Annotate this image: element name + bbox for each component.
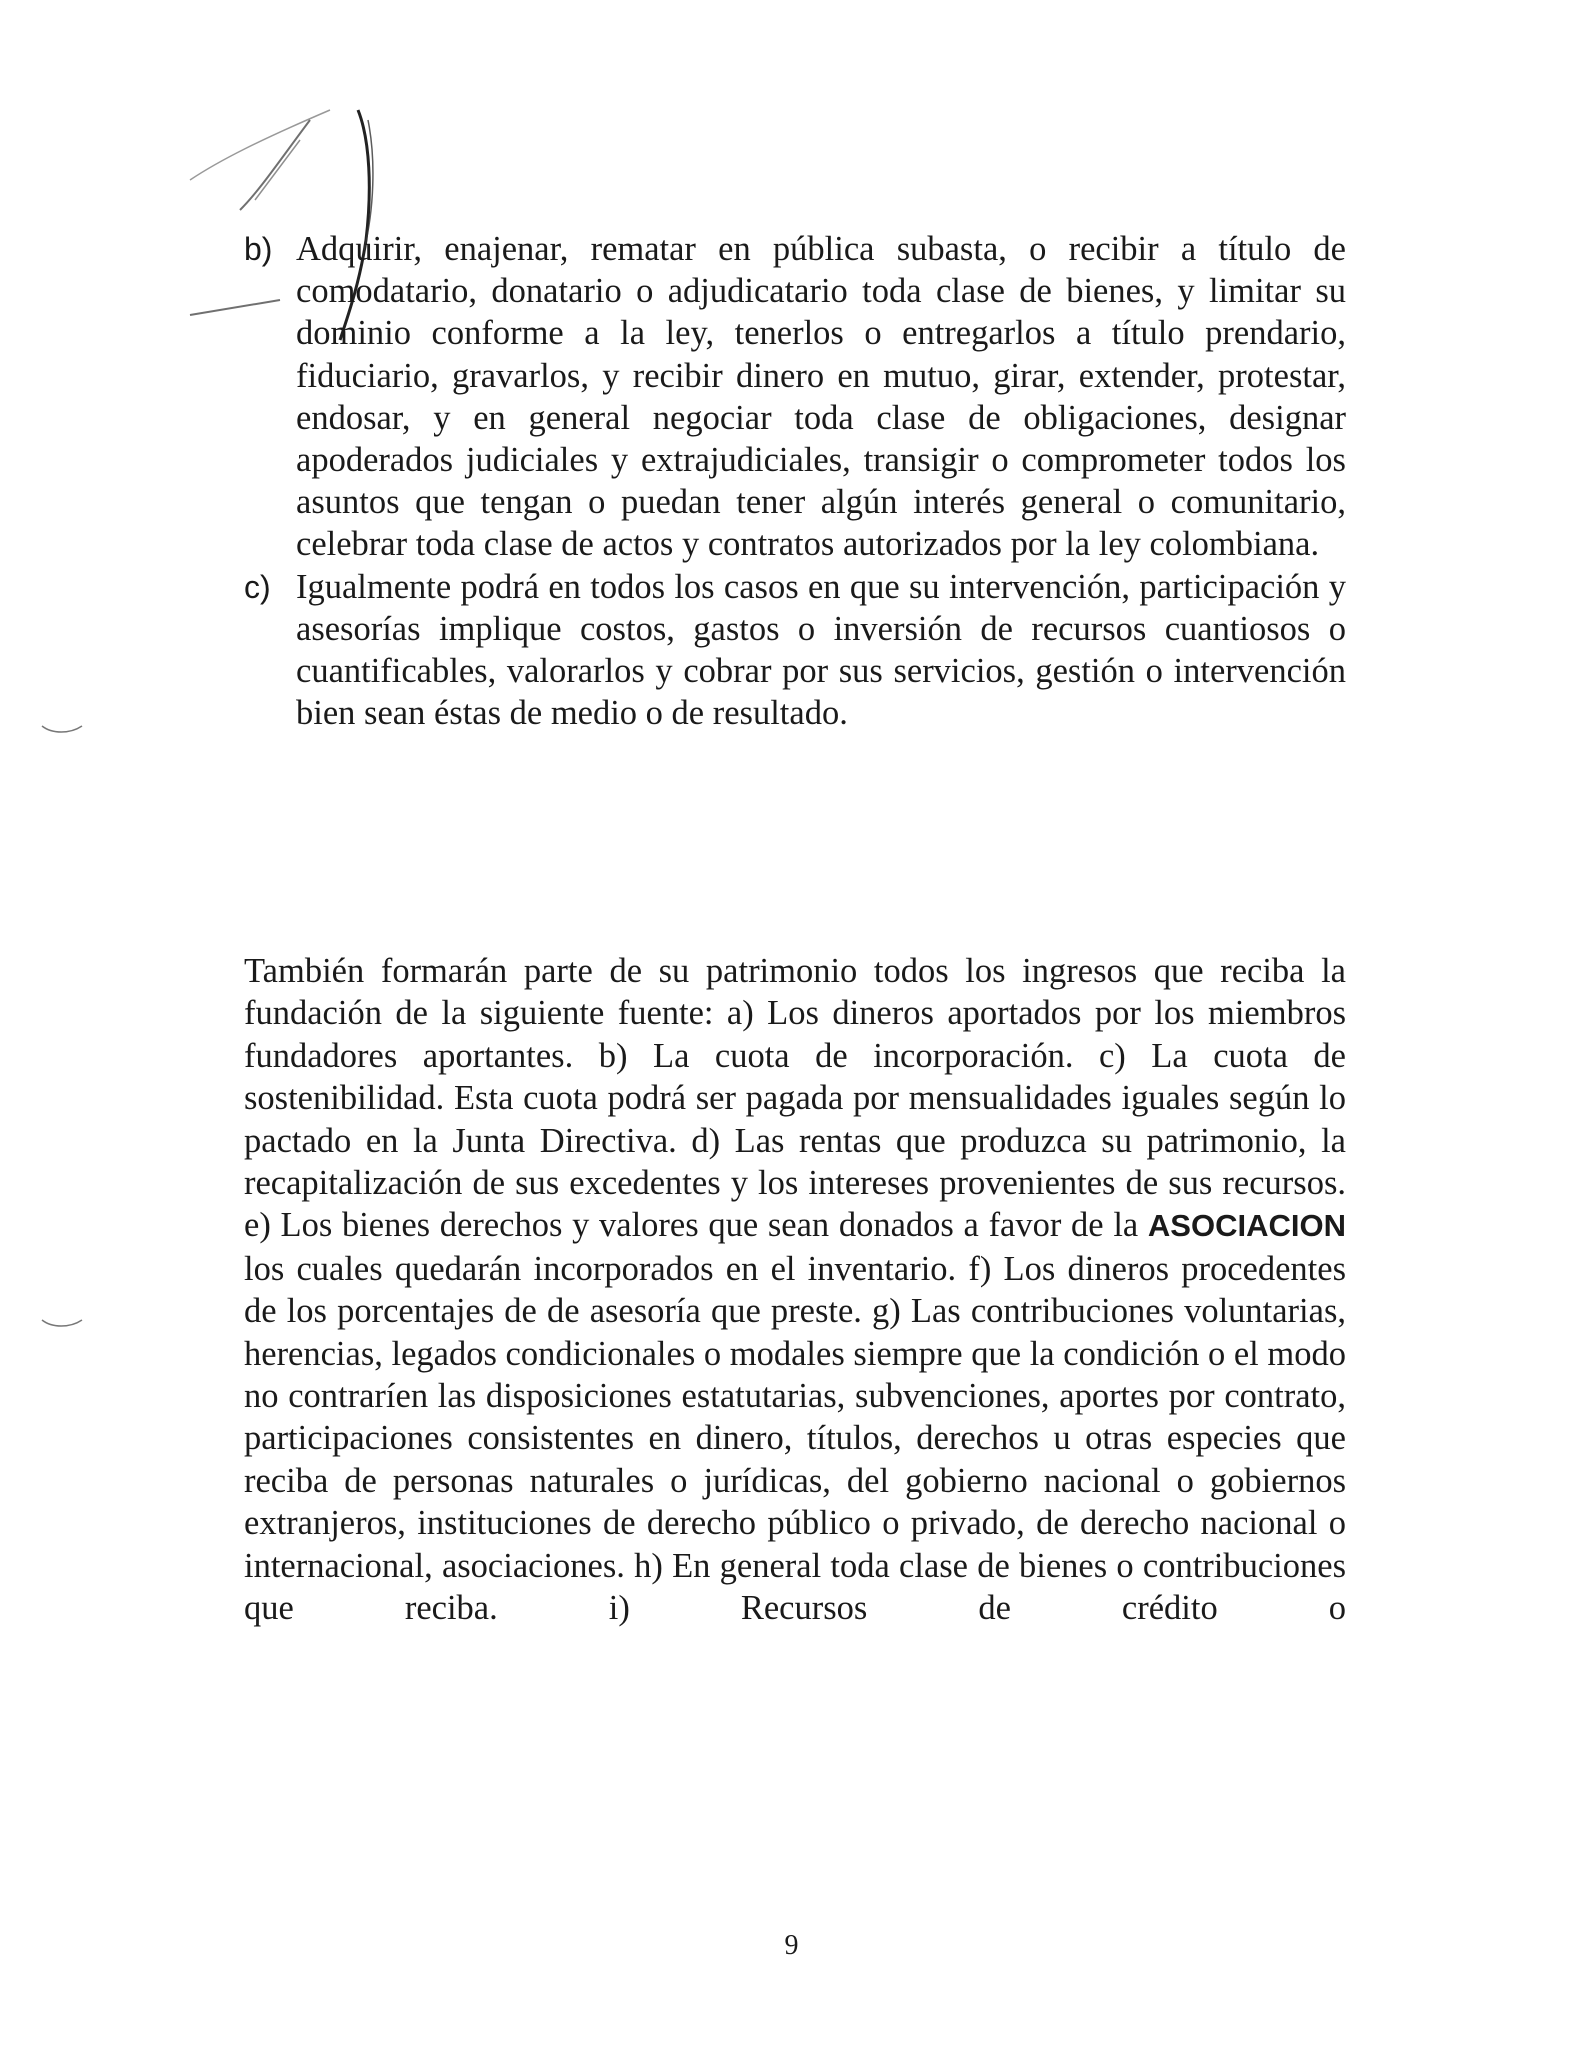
list-item bbox=[244, 228, 1346, 566]
binder-hole-mark bbox=[40, 1316, 84, 1330]
paragraph-bold-term: ASOCIACION bbox=[1147, 1208, 1346, 1244]
list-item-text: Adquirir, enajenar, rematar en pública subasta, o recibir a título de comodatario, donatario o adjudicatario toda clase de bienes, y limitar su dominio conforme a la ley, tenerlos o entregarlos a título prendario, fiduciario, gravarlos, y recibir dinero en mutuo, girar, extender, protestar, endosar, y en general negociar toda clase de obligaciones, designar apoderados judiciales y extrajudiciales, transigir o comprometer todos los asuntos que tengan o puedan tener algún interés general o comunitario, celebrar toda clase de actos y contratos autorizados por la ley colombiana. bbox=[296, 230, 1346, 564]
patrimony-paragraph bbox=[244, 950, 1346, 1630]
list-item bbox=[244, 566, 1346, 735]
paragraph-text-after: los cuales quedarán incorporados en el inventario. f) Los dineros procedentes de los porcentajes de de asesoría que preste. g) Las contribuciones voluntarias, herencias, legados condicionales o modales siempre que la condición o el modo no contraríen las disposiciones estatutarias, subvenciones, aportes por contrato, participaciones consistentes en dinero, títulos, derechos u otras especies que reciba de personas naturales o jurídicas, del gobierno nacional o gobiernos extranjeros, instituciones de derecho público o privado, de derecho nacional o internacional, asociaciones. h) En general toda clase de bienes o contribuciones que reciba. i) Recursos de crédito o bbox=[244, 1249, 1346, 1628]
list-item-text: Igualmente podrá en todos los casos en que su intervención, participación y asesorías implique costos, gastos o inversión de recursos cuantiosos o cuantificables, valorarlos y cobrar por sus servicios, gestión o intervención bien sean éstas de medio o de resultado. bbox=[296, 567, 1346, 733]
binder-hole-mark bbox=[40, 722, 84, 736]
powers-list bbox=[244, 228, 1346, 734]
paragraph-text-before: También formarán parte de su patrimonio todos los ingresos que reciba la fundación de la siguiente fuente: a) Los dineros aportados por los miembros fundadores aportantes. b) La cuota de incorporación. c) La cuota de sostenibilidad. Esta cuota podrá ser pagada por mensualidades iguales según lo pactado en la Junta Directiva. d) Las rentas que produzca su patrimonio, la recapitalización de sus excedentes y los intereses provenientes de sus recursos. e) Los bienes derechos y valores que sean donados a favor de la bbox=[244, 952, 1346, 1245]
list-item-marker: c) bbox=[244, 568, 271, 605]
page-number: 9 bbox=[784, 1930, 799, 1961]
list-item-marker: b) bbox=[244, 231, 273, 267]
